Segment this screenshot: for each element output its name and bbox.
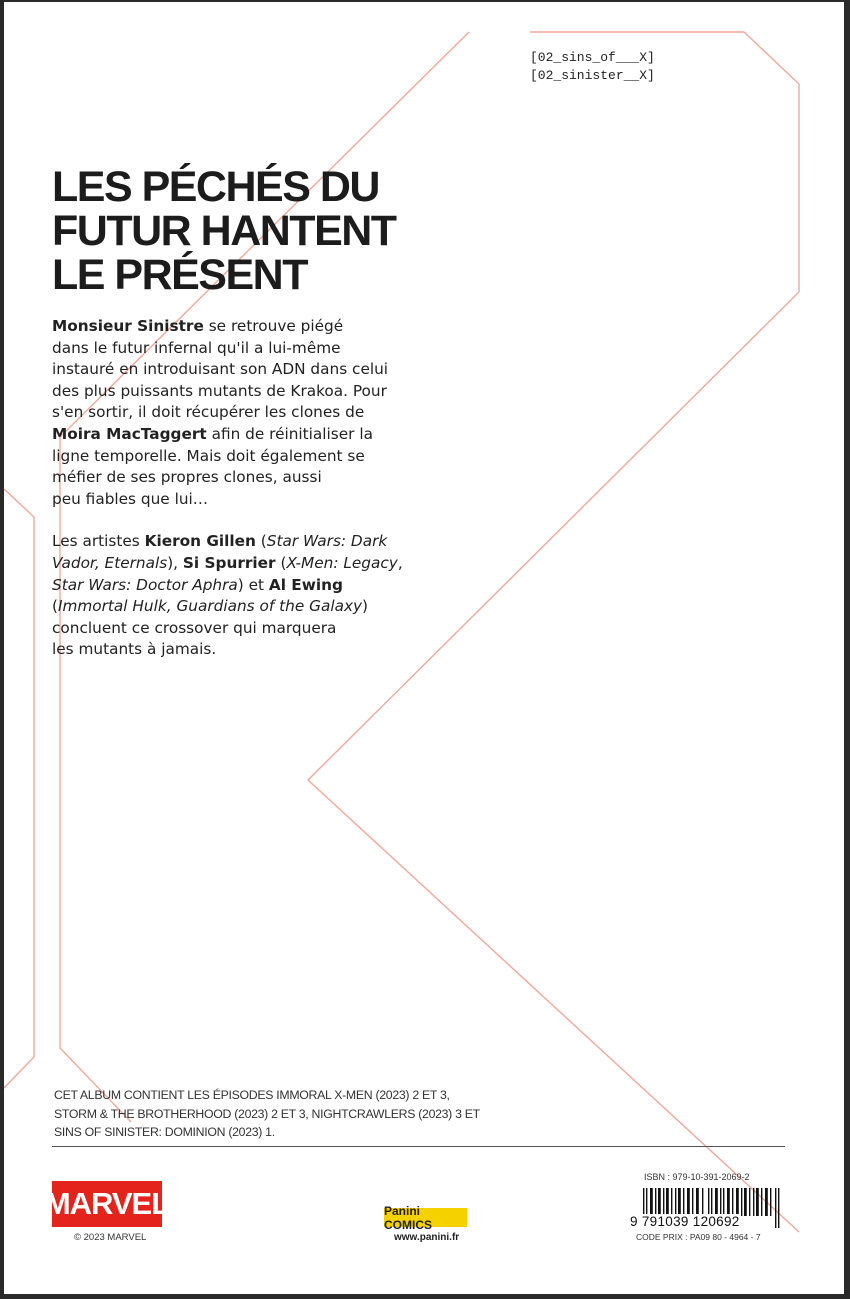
- creator-name: Kieron Gillen: [144, 532, 256, 551]
- panini-url: www.panini.fr: [394, 1232, 460, 1243]
- headline-line: FUTUR HANTENT: [52, 207, 396, 255]
- contents-line: SINS OF SINISTER: DOMINION (2023) 1.: [54, 1125, 275, 1139]
- contents-line: STORM & THE BROTHERHOOD (2023) 2 ET 3, NIGHTCRAWLERS (2023) 3 ET: [54, 1106, 480, 1121]
- file-tag: [02_sinister__X]: [530, 68, 655, 83]
- price-code: CODE PRIX : PA09 80 - 4964 - 7: [636, 1232, 761, 1242]
- headline-line: LES PÉCHÉS DU: [52, 163, 379, 211]
- headline: [52, 165, 572, 297]
- album-contents: [54, 1086, 480, 1142]
- character-name: Monsieur Sinistre: [52, 317, 204, 335]
- creator-name: Al Ewing: [268, 575, 343, 594]
- synopsis-paragraph: Monsieur Sinistre se retrouve piégé dans le futur infernal qu'il a lui-même instauré en introduisant son ADN dans celui des plus puissants mutants de Krakoa. Pour s'en sortir, il doit récupérer les clones de Moira MacTaggert afin de réinitialiser la ligne temporelle. Mais doit également se méfier de ses propres clones, aussi peu fiables que lui…: [52, 317, 389, 508]
- headline-line: LE PRÉSENT: [52, 251, 307, 299]
- file-tag: [02_sins_of___X]: [530, 50, 655, 65]
- synopsis: [52, 316, 412, 661]
- character-name: Moira MacTaggert: [52, 424, 207, 443]
- isbn: ISBN : 979-10-391-2069-2: [644, 1172, 750, 1182]
- file-tags: [530, 49, 655, 85]
- panini-comics-logo: Panini COMICS: [384, 1208, 467, 1227]
- barcode-number: 9 791039 120692: [630, 1214, 740, 1229]
- back-cover: [4, 2, 844, 1294]
- creator-name: Si Spurrier: [182, 553, 276, 572]
- contents-line: CET ALBUM CONTIENT LES ÉPISODES IMMORAL X-MEN (2023) 2 ET 3,: [54, 1088, 450, 1102]
- marvel-logo: MARVEL: [52, 1181, 162, 1227]
- copyright: © 2023 MARVEL: [74, 1232, 147, 1243]
- credits-paragraph: Les artistes Kieron Gillen (Star Wars: Dark Vador, Eternals), Si Spurrier (X-Men: Legacy, Star Wars: Doctor Aphra) et Al Ewing (Immortal Hulk, Guardians of the Galaxy) concluent ce crossover qui marquera les mutants à jamais.: [52, 532, 403, 659]
- divider: [52, 1146, 785, 1147]
